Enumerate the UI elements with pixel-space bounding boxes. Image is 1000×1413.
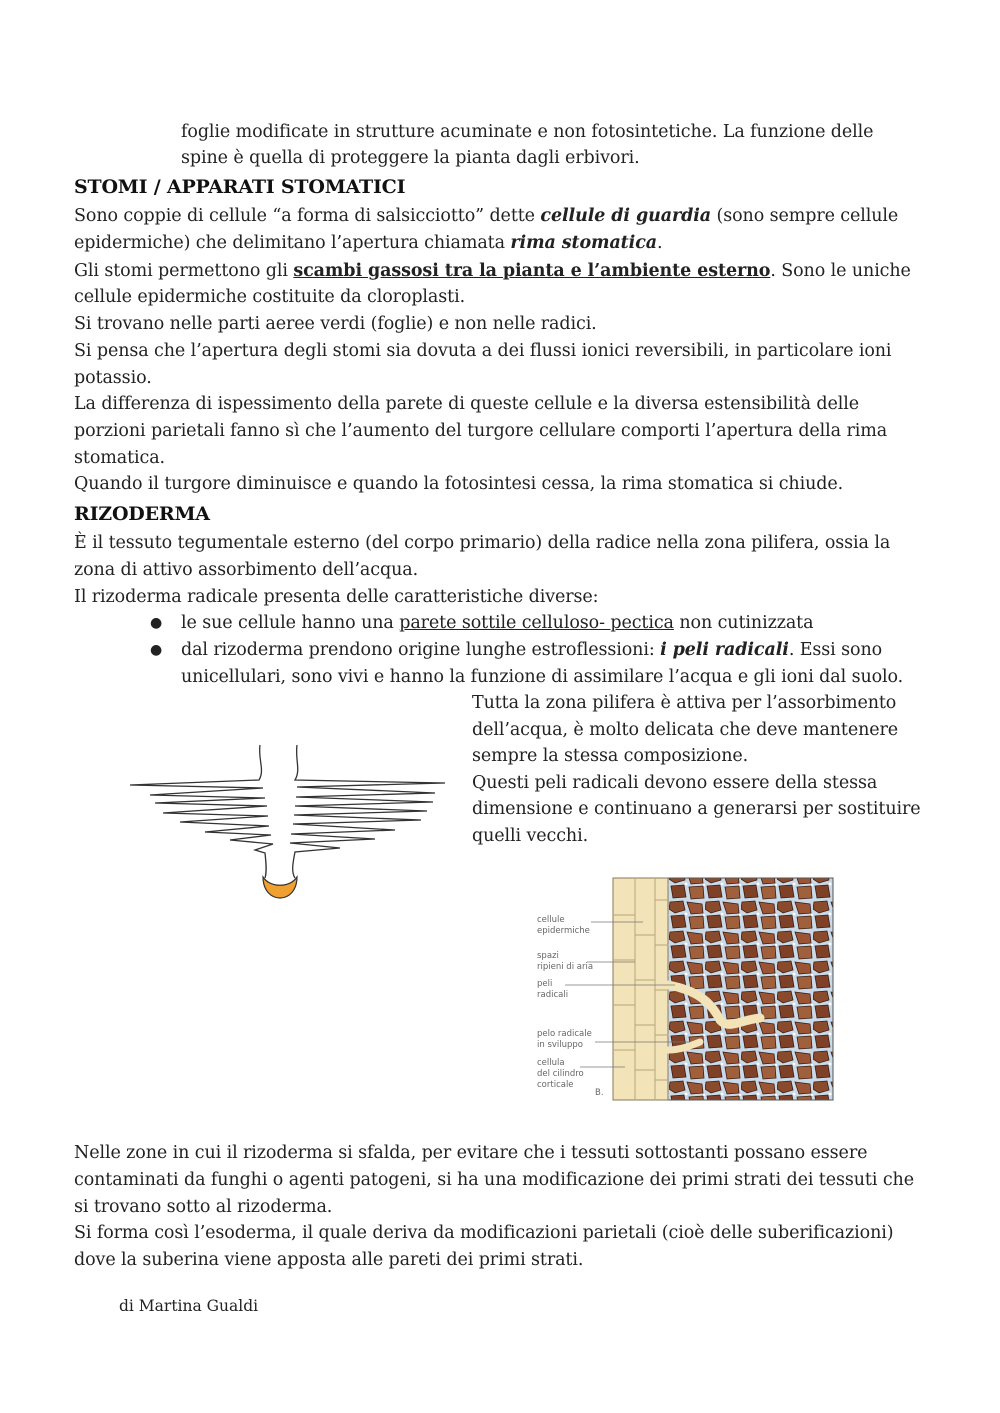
key-term: scambi gassosi tra la pianta e l’ambiente esterno [293,261,771,281]
side-text-line: sempre la stessa composizione. [472,746,749,766]
figure-label: cellule epidermiche [537,915,590,936]
side-text-line: Tutta la zona pilifera è attiva per l’assorbimento [472,693,897,713]
body-text-line [74,258,911,284]
text-run: epidermiche) che delimitano l’apertura chiamata [74,233,511,253]
text-run: dal rizoderma prendono origine lunghe estroflessioni: [181,640,661,660]
body-text-line: È il tessuto tegumentale esterno (del corpo primario) della radice nella zona pilifera, ossia la [74,533,891,553]
figure-label: spazi ripieni di aria [537,951,594,972]
body-text-line [74,203,898,229]
text-run: le sue cellule hanno una [181,613,400,633]
text-run: non cutinizzata [673,613,814,633]
text-run: (sono sempre cellule [711,206,899,226]
body-text-line: porzioni parietali fanno sì che l’aumento del turgore cellulare comporti l’apertura della rima [74,421,888,441]
key-term: cellule di guardia [540,206,712,226]
bullet-icon: ● [150,615,163,631]
body-text-line: Quando il turgore diminuisce e quando la fotosintesi cessa, la rima stomatica si chiude. [74,474,844,494]
root-hair-sketch [125,740,455,910]
body-text-line: Si pensa che l’apertura degli stomi sia dovuta a dei flussi ionici reversibili, in particolare ioni [74,341,892,361]
list-item-continuation: unicellulari, sono vivi e hanno la funzione di assimilare l’acqua e gli ioni dal suolo. [181,667,904,687]
side-text-line: quelli vecchi. [472,826,589,846]
text-run: . [657,233,663,253]
section-heading-rizoderma: RIZODERMA [74,503,210,525]
section-heading-stomi: STOMI / APPARATI STOMATICI [74,176,406,198]
text-run: Gli stomi permettono gli [74,261,294,281]
root-hair-figure [525,870,840,1105]
side-text-line: dimensione e continuano a generarsi per sostituire [472,799,921,819]
figure-label: peli radicali [537,979,569,1000]
list-item [181,637,882,663]
figure-label: cellula del cilindro corticale [537,1058,584,1090]
body-text-line: Si forma così l’esoderma, il quale deriva da modificazioni parietali (cioè delle suberificazioni) [74,1223,894,1243]
text-run: Sono coppie di cellule “a forma di salsicciotto” dette [74,206,541,226]
body-text-line: Si trovano nelle parti aeree verdi (foglie) e non nelle radici. [74,314,597,334]
body-text-line: contaminati da funghi o agenti patogeni, si ha una modificazione dei primi strati dei tessuti che [74,1170,914,1190]
page-footer: di Martina Gualdi [119,1297,259,1315]
body-text-line: spine è quella di proteggere la pianta dagli erbivori. [181,148,640,168]
bullet-icon: ● [150,642,163,658]
figure-panel-label: B. [595,1088,604,1098]
body-text-line: si trovano sotto al rizoderma. [74,1197,333,1217]
body-text-line: potassio. [74,368,152,388]
figure-label: pelo radicale in sviluppo [537,1029,592,1050]
side-text-line: dell’acqua, è molto delicata che deve mantenere [472,720,899,740]
body-text-line: cellule epidermiche costituite da cloroplasti. [74,287,466,307]
body-text-line: foglie modificate in strutture acuminate e non fotosintetiche. La funzione delle [181,122,874,142]
body-text-line [74,230,662,256]
key-term: parete sottile celluloso- pectica [399,613,674,633]
body-text-line: dove la suberina viene apposta alle pareti dei primi strati. [74,1250,584,1270]
key-term: rima stomatica [510,233,658,253]
body-text-line: La differenza di ispessimento della parete di queste cellule e la diversa estensibilità delle [74,394,859,414]
body-text-line: Nelle zone in cui il rizoderma si sfalda, per evitare che i tessuti sottostanti possano essere [74,1143,868,1163]
text-run: . Sono le uniche [770,261,911,281]
text-run: . Essi sono [788,640,883,660]
key-term: i peli radicali [660,640,789,660]
side-text-line: Questi peli radicali devono essere della stessa [472,773,878,793]
body-text-line: zona di attivo assorbimento dell’acqua. [74,560,419,580]
root-cap-icon [263,877,297,898]
list-item [181,610,813,636]
body-text-line: Il rizoderma radicale presenta delle caratteristiche diverse: [74,587,599,607]
body-text-line: stomatica. [74,448,166,468]
